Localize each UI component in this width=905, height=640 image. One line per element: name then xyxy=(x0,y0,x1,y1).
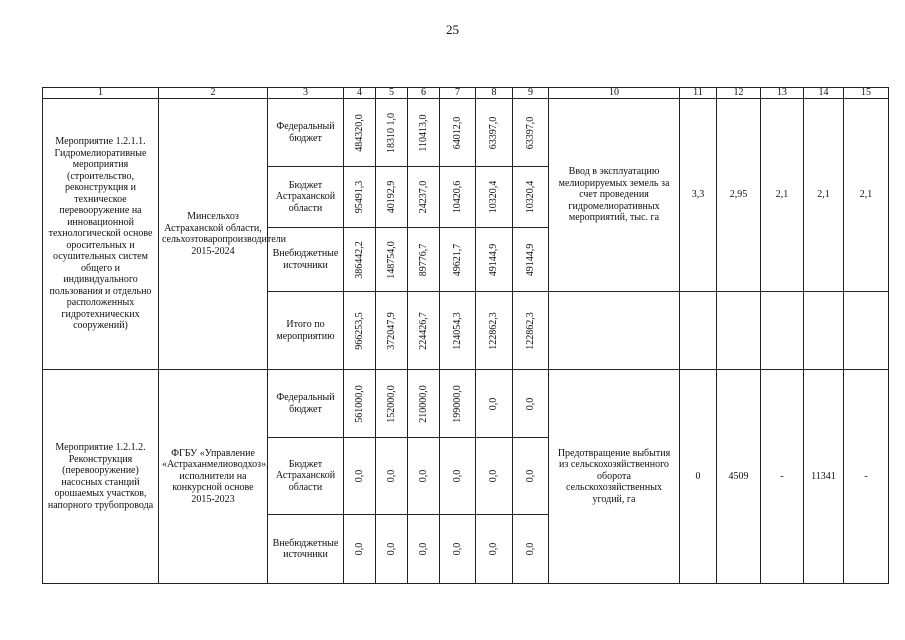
value-text: 386442,2 xyxy=(353,240,365,279)
value-cell xyxy=(476,515,513,584)
value-cell xyxy=(376,99,408,167)
value-cell xyxy=(376,515,408,584)
value-text: 0,0 xyxy=(417,542,429,556)
value-cell xyxy=(476,292,513,370)
col-header-9: 9 xyxy=(513,88,549,99)
value-cell xyxy=(476,370,513,438)
funding-source-cell: Внебюджетные источники xyxy=(268,515,344,584)
value-text: 40192,9 xyxy=(385,180,397,214)
indicator-value-15: 2,1 xyxy=(844,99,889,292)
value-text: 0,0 xyxy=(488,469,499,483)
value-cell xyxy=(476,167,513,228)
indicator-cell: Ввод в эксплуатацию мелиорируемых земель за счет проведения гидромелиоративных мероприятий, тыс. га xyxy=(549,99,680,292)
funding-source-cell: Внебюджетные источники xyxy=(268,228,344,292)
value-cell xyxy=(376,167,408,228)
value-text: 484320,0 xyxy=(353,113,365,152)
value-cell xyxy=(344,228,376,292)
empty-cell xyxy=(549,292,680,370)
value-text: 122862,3 xyxy=(488,311,499,350)
value-cell xyxy=(344,370,376,438)
value-cell xyxy=(476,438,513,515)
value-cell xyxy=(440,99,476,167)
funding-source-cell: Бюджет Астраханской области xyxy=(268,167,344,228)
value-cell xyxy=(376,228,408,292)
value-text: 0,0 xyxy=(385,542,397,556)
value-cell xyxy=(440,228,476,292)
value-text: 0,0 xyxy=(353,469,365,483)
value-text: 0,0 xyxy=(451,542,463,556)
indicator-value-11: 3,3 xyxy=(680,99,717,292)
funding-source-cell: Федеральный бюджет xyxy=(268,99,344,167)
value-text: 49621,7 xyxy=(451,243,463,276)
value-text: 0,0 xyxy=(524,397,536,410)
value-text: 966253,5 xyxy=(353,311,365,350)
executor-cell: ФГБУ «Управление «Астраханмелиоводхоз», исполнители на конкурсной основе 2015-2023 xyxy=(159,370,268,584)
table-row xyxy=(43,99,889,167)
empty-cell xyxy=(717,292,761,370)
value-cell xyxy=(344,515,376,584)
table-row xyxy=(43,370,889,438)
value-text: 0,0 xyxy=(451,469,463,483)
value-text: 110413,0 xyxy=(417,113,429,152)
col-header-6: 6 xyxy=(408,88,440,99)
value-text: 49144,9 xyxy=(488,243,499,276)
program-activities-table xyxy=(42,87,889,584)
value-cell xyxy=(440,167,476,228)
executor-cell: Минсельхоз Астраханской области, сельхозтоваропроизводители 2015-2024 xyxy=(159,99,268,370)
value-cell xyxy=(513,438,549,515)
funding-source-cell: Итого по мероприятию xyxy=(268,292,344,370)
value-cell xyxy=(513,99,549,167)
value-text: 0,0 xyxy=(385,469,397,483)
col-header-3: 3 xyxy=(268,88,344,99)
value-cell xyxy=(440,292,476,370)
value-text: 63397,0 xyxy=(524,116,536,149)
value-cell xyxy=(440,370,476,438)
indicator-value-12: 4509 xyxy=(717,370,761,584)
indicator-cell: Предотвращение выбытия из сельскохозяйственного оборота сельскохозяйственных угодий, га xyxy=(549,370,680,584)
col-header-14: 14 xyxy=(804,88,844,99)
value-cell xyxy=(344,99,376,167)
col-header-12: 12 xyxy=(717,88,761,99)
empty-cell xyxy=(844,292,889,370)
indicator-value-15: - xyxy=(844,370,889,584)
col-header-1: 1 xyxy=(43,88,159,99)
value-text: 0,0 xyxy=(488,397,499,410)
col-header-10: 10 xyxy=(549,88,680,99)
column-number-row xyxy=(43,88,889,99)
value-cell xyxy=(476,228,513,292)
indicator-value-13: - xyxy=(761,370,804,584)
indicator-value-14: 11341 xyxy=(804,370,844,584)
page-number: 25 xyxy=(446,22,459,37)
col-header-2: 2 xyxy=(159,88,268,99)
value-text: 199000,0 xyxy=(451,384,463,423)
empty-cell xyxy=(680,292,717,370)
value-text: 64012,0 xyxy=(451,116,463,149)
value-text: 372047,9 xyxy=(385,311,397,350)
value-cell xyxy=(376,370,408,438)
value-text: 0,0 xyxy=(524,469,536,483)
value-text: 0,0 xyxy=(417,469,429,483)
value-text: 210000,0 xyxy=(417,384,429,423)
value-text: 63397,0 xyxy=(488,116,499,149)
value-text: 148754,0 xyxy=(385,240,397,279)
value-text: 49144,9 xyxy=(524,243,536,276)
indicator-value-11: 0 xyxy=(680,370,717,584)
value-text: 10420,6 xyxy=(451,180,463,214)
value-text: 0,0 xyxy=(488,542,499,556)
value-cell xyxy=(408,515,440,584)
value-text: 10320,4 xyxy=(524,180,536,214)
indicator-value-13: 2,1 xyxy=(761,99,804,292)
value-text: 224426,7 xyxy=(417,311,429,350)
value-text: 0,0 xyxy=(524,542,536,556)
activity-name-cell: Мероприятие 1.2.1.2. Реконструкция (перевооружение) насосных станций орошаемых участков, напорного трубопровода xyxy=(43,370,159,584)
value-cell xyxy=(408,99,440,167)
value-cell xyxy=(476,99,513,167)
value-cell xyxy=(408,438,440,515)
value-text: 10320,4 xyxy=(488,180,499,214)
indicator-value-14: 2,1 xyxy=(804,99,844,292)
value-cell xyxy=(376,292,408,370)
value-cell xyxy=(513,167,549,228)
value-text: 18310 1,0 xyxy=(385,112,397,153)
value-cell xyxy=(408,228,440,292)
funding-source-cell: Федеральный бюджет xyxy=(268,370,344,438)
col-header-4: 4 xyxy=(344,88,376,99)
value-cell xyxy=(513,515,549,584)
value-cell xyxy=(513,370,549,438)
empty-cell xyxy=(804,292,844,370)
value-cell xyxy=(408,370,440,438)
value-cell xyxy=(513,292,549,370)
indicator-value-12: 2,95 xyxy=(717,99,761,292)
value-text: 561000,0 xyxy=(353,384,365,423)
value-text: 24237,0 xyxy=(417,180,429,214)
value-text: 124054,3 xyxy=(451,311,463,350)
value-text: 95491,3 xyxy=(353,180,365,214)
col-header-5: 5 xyxy=(376,88,408,99)
value-cell xyxy=(440,438,476,515)
value-text: 0,0 xyxy=(353,542,365,556)
empty-cell xyxy=(761,292,804,370)
funding-source-cell: Бюджет Астраханской области xyxy=(268,438,344,515)
value-cell xyxy=(408,167,440,228)
value-cell xyxy=(440,515,476,584)
value-text: 152000,0 xyxy=(385,384,397,423)
value-cell xyxy=(408,292,440,370)
value-text: 89776,7 xyxy=(417,243,429,276)
col-header-7: 7 xyxy=(440,88,476,99)
value-cell xyxy=(344,167,376,228)
value-cell xyxy=(513,228,549,292)
value-cell xyxy=(376,438,408,515)
value-text: 122862,3 xyxy=(524,311,536,350)
col-header-11: 11 xyxy=(680,88,717,99)
activity-name-cell: Мероприятие 1.2.1.1. Гидромелиоративные мероприятия (строительство, реконструкция и техническое перевооружение на инновационной технологической основе оросительных и осушительных систем общего и индивидуального пользования и отдельно расположенных гидротехнических сооружений) xyxy=(43,99,159,370)
value-cell xyxy=(344,438,376,515)
value-cell xyxy=(344,292,376,370)
col-header-8: 8 xyxy=(476,88,513,99)
col-header-15: 15 xyxy=(844,88,889,99)
col-header-13: 13 xyxy=(761,88,804,99)
